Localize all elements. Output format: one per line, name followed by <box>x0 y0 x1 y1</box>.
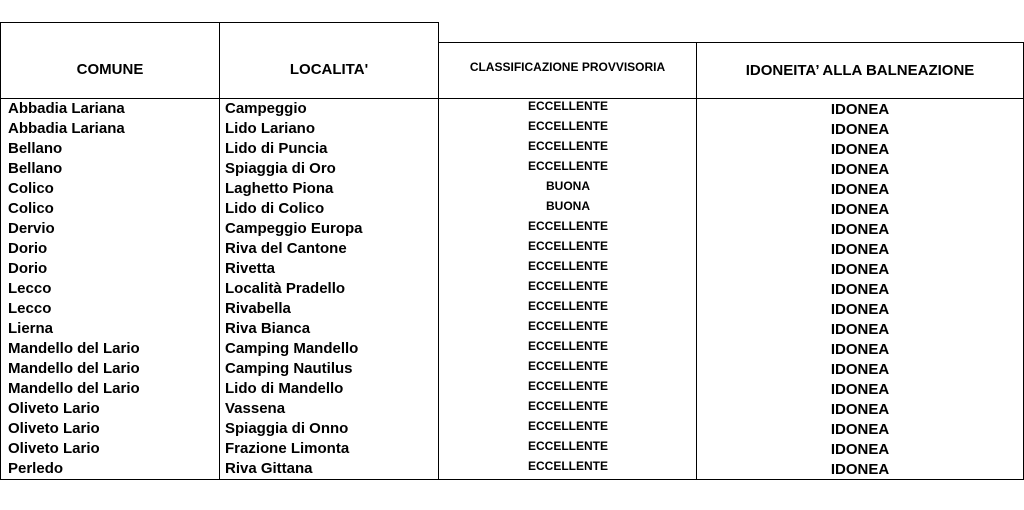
cell-comune: Mandello del Lario <box>8 340 140 357</box>
cell-comune: Oliveto Lario <box>8 440 100 457</box>
cell-idoneita: IDONEA <box>830 421 890 438</box>
col-divider-3 <box>696 42 697 480</box>
cell-classificazione: ECCELLENTE <box>527 419 608 433</box>
cell-classificazione: ECCELLENTE <box>527 459 608 473</box>
cell-comune: Bellano <box>8 160 63 177</box>
cell-classificazione: ECCELLENTE <box>527 139 608 153</box>
cell-comune: Oliveto Lario <box>8 400 100 417</box>
cell-localita: Riva Gittana <box>225 460 313 477</box>
cell-localita: Spiaggia di Oro <box>225 160 336 177</box>
cell-idoneita: IDONEA <box>830 341 890 358</box>
cell-localita: Camping Mandello <box>225 340 359 357</box>
cell-comune: Mandello del Lario <box>8 360 140 377</box>
cell-localita: Spiaggia di Onno <box>225 420 349 437</box>
cell-classificazione: BUONA <box>546 179 590 193</box>
header-idoneita: IDONEITA’ ALLA BALNEAZIONE <box>745 62 975 79</box>
cell-idoneita: IDONEA <box>830 281 890 298</box>
cell-localita: Lido Lariano <box>225 120 315 137</box>
cell-idoneita: IDONEA <box>830 261 890 278</box>
cell-idoneita: IDONEA <box>830 401 890 418</box>
header-localita: LOCALITA' <box>289 61 369 78</box>
cell-classificazione: ECCELLENTE <box>527 399 608 413</box>
cell-localita: Lido di Mandello <box>225 380 344 397</box>
cell-comune: Abbadia Lariana <box>8 120 125 137</box>
cell-classificazione: ECCELLENTE <box>527 99 608 113</box>
cell-comune: Colico <box>8 200 54 217</box>
cell-classificazione: ECCELLENTE <box>527 439 608 453</box>
cell-localita: Campeggio Europa <box>225 220 363 237</box>
cell-localita: Campeggio <box>225 100 307 117</box>
cell-comune: Oliveto Lario <box>8 420 100 437</box>
cell-comune: Mandello del Lario <box>8 380 140 397</box>
cell-comune: Dorio <box>8 260 48 277</box>
header-classificazione: CLASSIFICAZIONE PROVVISORIA <box>469 60 666 74</box>
cell-classificazione: ECCELLENTE <box>527 359 608 373</box>
cell-idoneita: IDONEA <box>830 221 890 238</box>
cell-localita: Frazione Limonta <box>225 440 350 457</box>
cell-classificazione: ECCELLENTE <box>527 379 608 393</box>
cell-idoneita: IDONEA <box>830 101 890 118</box>
cell-idoneita: IDONEA <box>830 461 890 478</box>
cell-idoneita: IDONEA <box>830 321 890 338</box>
cell-classificazione: ECCELLENTE <box>527 339 608 353</box>
cell-idoneita: IDONEA <box>830 181 890 198</box>
cell-localita: Vassena <box>225 400 286 417</box>
cell-classificazione: ECCELLENTE <box>527 239 608 253</box>
cell-classificazione: ECCELLENTE <box>527 119 608 133</box>
cell-idoneita: IDONEA <box>830 301 890 318</box>
cell-idoneita: IDONEA <box>830 441 890 458</box>
cell-idoneita: IDONEA <box>830 121 890 138</box>
header-comune: COMUNE <box>76 61 144 78</box>
cell-localita: Lido di Colico <box>225 200 325 217</box>
cell-idoneita: IDONEA <box>830 161 890 178</box>
cell-classificazione: ECCELLENTE <box>527 299 608 313</box>
cell-comune: Lecco <box>8 300 52 317</box>
cell-localita: Località Pradello <box>225 280 346 297</box>
cell-classificazione: ECCELLENTE <box>527 319 608 333</box>
cell-comune: Perledo <box>8 460 64 477</box>
cell-localita: Riva Bianca <box>225 320 311 337</box>
cell-comune: Bellano <box>8 140 63 157</box>
cell-comune: Abbadia Lariana <box>8 100 125 117</box>
cell-classificazione: ECCELLENTE <box>527 279 608 293</box>
cell-localita: Rivabella <box>225 300 291 317</box>
cell-comune: Dorio <box>8 240 48 257</box>
cell-classificazione: ECCELLENTE <box>527 219 608 233</box>
cell-localita: Laghetto Piona <box>225 180 334 197</box>
cell-comune: Colico <box>8 180 54 197</box>
cell-comune: Lecco <box>8 280 52 297</box>
cell-idoneita: IDONEA <box>830 361 890 378</box>
cell-idoneita: IDONEA <box>830 381 890 398</box>
cell-comune: Lierna <box>8 320 54 337</box>
cell-classificazione: ECCELLENTE <box>527 159 608 173</box>
cell-comune: Dervio <box>8 220 55 237</box>
cell-idoneita: IDONEA <box>830 201 890 218</box>
cell-classificazione: ECCELLENTE <box>527 259 608 273</box>
cell-localita: Camping Nautilus <box>225 360 353 377</box>
cell-idoneita: IDONEA <box>830 141 890 158</box>
cell-localita: Rivetta <box>225 260 276 277</box>
cell-localita: Lido di Puncia <box>225 140 328 157</box>
cell-classificazione: BUONA <box>546 199 590 213</box>
cell-localita: Riva del Cantone <box>225 240 347 257</box>
cell-idoneita: IDONEA <box>830 241 890 258</box>
